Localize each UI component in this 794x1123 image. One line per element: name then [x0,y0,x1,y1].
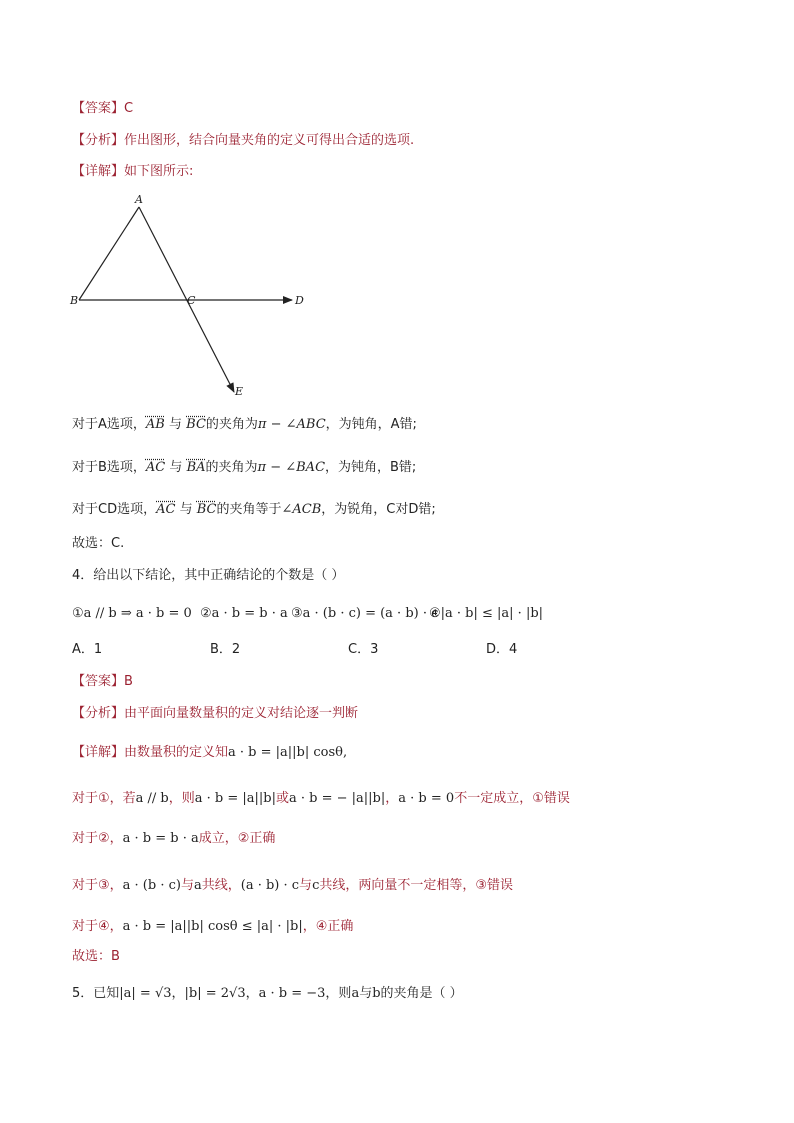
analysis-line [72,132,414,150]
formula: a · (b · c) [122,878,181,893]
segment-ba [79,207,139,300]
text: 的夹角是（ ） [380,986,463,1001]
analysis-text: 由平面向量数量积的定义对结论逐一判断 [124,706,359,721]
label-c: C [187,294,196,307]
text: 共线， [201,878,241,893]
formula: a · b = 0 [398,791,455,806]
q5-stem [72,985,463,1003]
statement-3: ③a · (b · c) = (a · b) · c [291,606,439,621]
label-b: B [70,294,79,307]
option-cd-analysis [72,501,436,519]
text: 对于①，若 [72,791,136,806]
q4-reason-3 [72,877,513,895]
detail-label: 【详解】 [72,745,125,760]
detail-formula: a · b = |a||b| cosθ, [228,745,348,760]
text: 共线，两向量不一定相等， [319,878,476,893]
formula: a // b [135,791,169,806]
formula: a [351,986,360,1001]
label-d: D [295,294,304,307]
q4-statements [72,605,712,625]
formula: a · b = |a||b| [194,791,276,806]
triangle-figure [60,190,320,400]
analysis-text: 作出图形，结合向量夹角的定义可得出合适的选项. [124,133,415,148]
q4-reason-4 [72,918,353,936]
statement-1: ①a // b ⇒ a · b = 0 [72,606,192,621]
verdict: ④正确 [315,919,354,934]
option-d: D．4 [486,642,518,657]
formula: a · b = −3 [258,986,326,1001]
formula: a · b = − |a||b| [289,791,386,806]
text: 5．已知 [72,986,120,1001]
formula: b [372,986,381,1001]
statement-4: ④|a · b| ≤ |a| · |b| [429,606,544,621]
option-b: B．2 [210,642,241,657]
option-c: C．3 [348,642,379,657]
vector-ab: AB [145,417,165,432]
answer-line [72,100,133,118]
detail-text: 如下图所示: [124,164,194,179]
text: ， [171,986,185,1001]
q4-detail-line [72,744,347,762]
formula: a · b = b · a [122,831,199,846]
answer-value: C [124,101,134,116]
text: 对于④， [72,919,123,934]
q4-options [72,641,712,661]
angle-expr: π − ∠BAC [257,460,326,475]
angle-expr: π − ∠ABC [257,417,326,432]
vector-bc: BC [196,502,217,517]
q4-analysis-line [72,705,358,723]
text: 不一定成立， [454,791,533,806]
text: 与 [180,878,194,893]
option-a: A．1 [72,642,103,657]
text: 或 [276,791,290,806]
q4-reason-1 [72,790,570,808]
text: 与 [169,417,183,432]
text: ， [302,919,316,934]
text: 对于A选项， [72,417,146,432]
text: 的夹角等于 [216,502,282,517]
q3-choose: 故选：C. [72,536,125,551]
detail-label: 【详解】 [72,164,125,179]
q4-choose: 故选：B [72,949,120,964]
text: 对于B选项， [72,460,146,475]
analysis-label: 【分析】 [72,706,125,721]
text: ， [245,986,259,1001]
angle-expr: ∠ACB [281,502,322,517]
vector-ac: AC [145,460,166,475]
text: 对于②， [72,831,123,846]
option-a-analysis [72,416,417,434]
label-a: A [135,193,143,206]
q4-reason-2 [72,830,275,848]
text: ，为钝角，A错; [325,417,417,432]
text: 与 [179,502,193,517]
formula: a [193,878,202,893]
detail-line [72,163,193,181]
formula: (a · b) · c [240,878,300,893]
verdict: ③错误 [475,878,514,893]
q4-stem: 4．给出以下结论，其中正确结论的个数是（ ） [72,568,345,583]
option-b-analysis [72,459,416,477]
text: ，为锐角，C对D错; [321,502,436,517]
text: 的夹角为 [205,417,258,432]
label-e: E [235,385,244,398]
statement-2: ②a · b = b · a [200,606,288,621]
analysis-label: 【分析】 [72,133,125,148]
text: ，则 [325,986,352,1001]
text: ， [385,791,399,806]
text: 对于③， [72,878,123,893]
answer-value: B [124,674,133,689]
text: 与 [169,460,183,475]
formula: a · b = |a||b| cosθ ≤ |a| · |b| [122,919,303,934]
text: 成立， [198,831,238,846]
vector-ac: AC [156,502,176,517]
text: 的夹角为 [205,460,258,475]
answer-label: 【答案】 [72,674,125,689]
text: 与 [359,986,373,1001]
text: 与 [299,878,313,893]
answer-label: 【答案】 [72,101,125,116]
text: 对于CD选项， [72,502,157,517]
formula: |b| = 2√3 [184,986,246,1001]
formula: c [312,878,320,893]
text: ，为钝角，B错; [325,460,417,475]
detail-text: 由数量积的定义知 [124,745,229,760]
q4-answer-line [72,673,133,691]
formula: |a| = √3 [119,986,172,1001]
vector-ba: BA [186,460,206,475]
verdict: ①错误 [532,791,570,806]
vector-bc: BC [186,417,206,432]
text: ，则 [168,791,195,806]
verdict: ②正确 [237,831,276,846]
